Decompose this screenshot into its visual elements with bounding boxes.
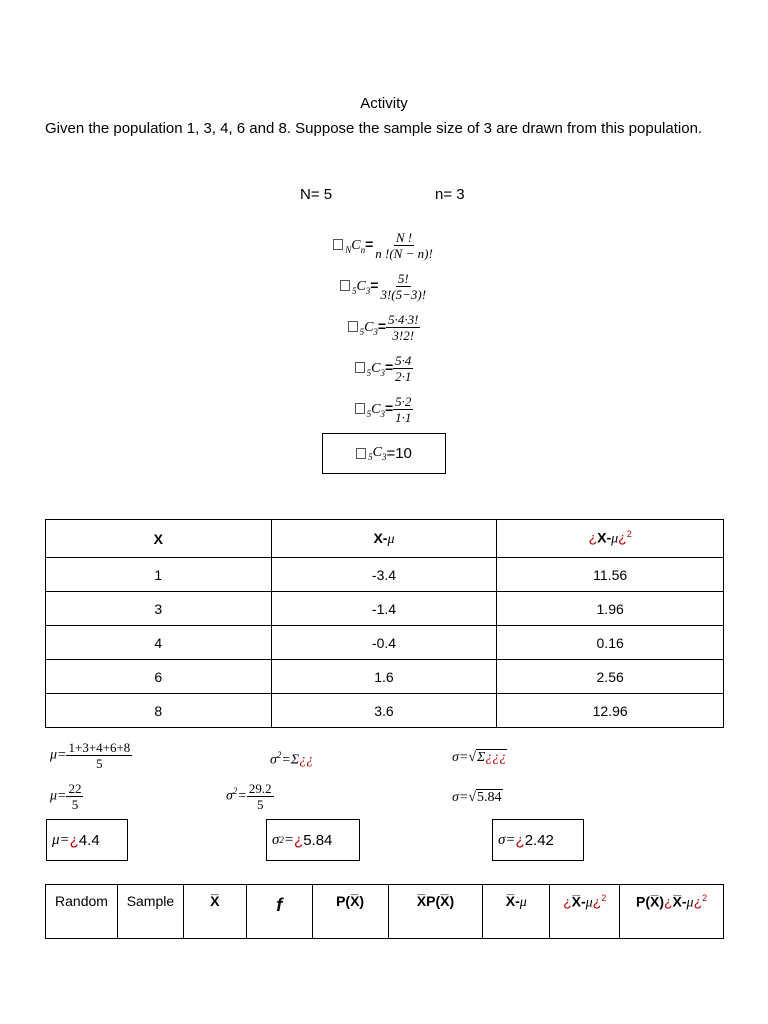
combination-step: $_5C_3=$ $\frac{5\cdot 4}{2\cdot 1}$ (0, 353, 768, 384)
col-header-frequency: f (246, 885, 312, 939)
cell: 2.56 (497, 660, 724, 694)
combination-step: $_5C_3=$ $\frac{5\cdot 2}{1\cdot 1}$ (0, 394, 768, 425)
combination-step: $_NC_n=$ $\frac{N !}{n !(N - n)!}$ (0, 230, 768, 261)
placeholder-box-icon (348, 321, 358, 332)
intro-paragraph: Given the population 1, 3, 4, 6 and 8. Suppose the sample size of 3 are drawn from this population. (45, 120, 703, 137)
stddev-step: σ=√5.84 (452, 790, 502, 805)
stddev-result-box: σ= ¿ 2.42 (492, 819, 584, 861)
population-size-label: N= 5 (300, 186, 333, 203)
page-title: Activity (360, 95, 408, 112)
table-header-row (46, 520, 724, 558)
cell: -1.4 (271, 592, 497, 626)
col-header-xbar-minus-mu: X̅-μ (483, 885, 550, 939)
combination-result-box: $_5C_3$ =10 (322, 433, 446, 474)
placeholder-box-icon (355, 362, 365, 373)
col-header-xbar-times-p: X̅P(X̅) (388, 885, 483, 939)
variance-result-box: σ 2 = ¿ 5.84 (266, 819, 360, 861)
col-header-weighted-squared-deviation: P(X̅)¿X̅-μ¿$^2$ (620, 885, 724, 939)
cell: 11.56 (497, 558, 724, 592)
col-header-probability: P(X̅) (312, 885, 388, 939)
mean-result-box: μ= ¿ 4.4 (46, 819, 128, 861)
cell: 0.16 (497, 626, 724, 660)
col-header-xbar: X̅ (183, 885, 246, 939)
stddev-formula: σ=√Σ¿¿¿ (452, 750, 507, 765)
col-header-squared-deviation: ¿X-μ¿$^2$ (497, 520, 724, 558)
placeholder-box-icon (340, 280, 350, 291)
table-row (46, 660, 724, 694)
col-header-squared-deviation: ¿X̅-μ¿$^2$ (550, 885, 620, 939)
cell: -0.4 (271, 626, 497, 660)
mean-formula: μ= $\frac{1+3+4+6+8}{5}$ (50, 740, 131, 771)
combination-step: $_5C_3=$ $\frac{5!}{3!(5-3)!}$ (0, 271, 768, 302)
placeholder-box-icon (356, 448, 366, 459)
table-row (46, 558, 724, 592)
table-header-row (46, 885, 724, 939)
col-header-deviation: X-μ (271, 520, 497, 558)
sampling-distribution-table (45, 884, 724, 939)
cell: -3.4 (271, 558, 497, 592)
cell: 1 (46, 558, 272, 592)
cell: 1.96 (497, 592, 724, 626)
cell: 6 (46, 660, 272, 694)
col-header-x: X (46, 520, 272, 558)
col-header-sample: Sample (117, 885, 183, 939)
variance-formula: $\sigma^2=\Sigma¿¿$ (270, 750, 314, 768)
sample-size-label: n= 3 (435, 186, 465, 203)
cell: 4 (46, 626, 272, 660)
col-header-random: Random (46, 885, 118, 939)
table-row (46, 626, 724, 660)
cell: 12.96 (497, 694, 724, 728)
cell: 3 (46, 592, 272, 626)
mean-step: μ= $\frac{22}{5}$ (50, 781, 82, 812)
cell: 1.6 (271, 660, 497, 694)
combination-step: $_5C_3=$ $\frac{5\cdot 4\cdot 3!}{3!2!}$ (0, 312, 768, 343)
table-row (46, 694, 724, 728)
cell: 8 (46, 694, 272, 728)
table-row (46, 592, 724, 626)
variance-step: $\sigma^2=$ $\frac{29.2}{5}$ (226, 781, 272, 812)
placeholder-box-icon (355, 403, 365, 414)
deviation-table (45, 519, 724, 728)
placeholder-box-icon (333, 239, 343, 250)
cell: 3.6 (271, 694, 497, 728)
